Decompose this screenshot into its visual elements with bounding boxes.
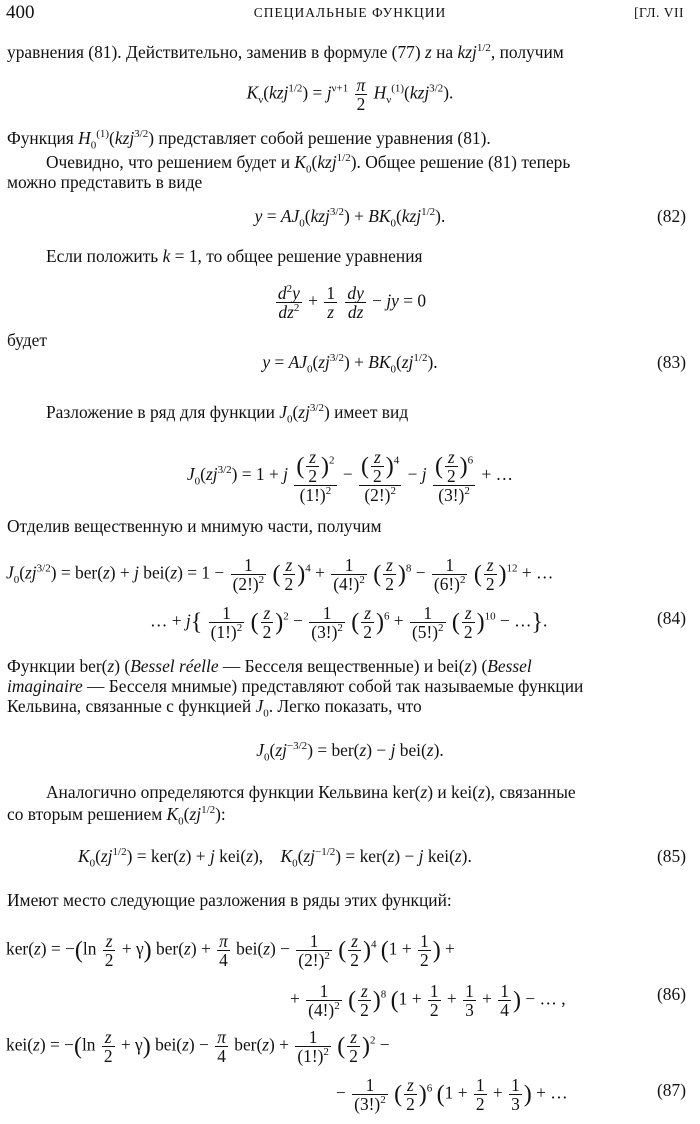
page-number: 400 (6, 2, 35, 23)
paragraph-line: Функция $H_0^{(1)}(kzj^{3/2})$ представляет собой решение уравнения (81). (7, 128, 491, 152)
equation-87-line-1: kei(z) = −(ln $\frac{z}{2}$ + γ) bei(z) − $\frac{\pi}{4}$ ber(z) + $\frac{1}{(1!)^2}$ ( $\frac{z}{2}$ )$^2$ − (6, 1027, 390, 1066)
equation-87-line-2: − $\frac{1}{(3!)^2}$ ( $\frac{z}{2}$ )$^6$ (1 + $\frac{1}{2}$ + $\frac{1}{3}$ ) + … (336, 1075, 568, 1114)
paragraph-line: imaginaire — Бесселя мнимые) представляют собой так называемые функции (7, 676, 584, 696)
paragraph-line: Имеют место следующие разложения в ряды этих функций: (7, 890, 452, 910)
equation-number: (82) (657, 206, 686, 226)
paragraph-line: будет (7, 330, 47, 350)
equation-82: $y = AJ_0(kzj^{3/2}) + BK_0(kzj^{1/2})$. (254, 206, 446, 230)
paragraph-line: Разложение в ряд для функции $J_0(zj^{3/2})$ имеет вид (46, 402, 409, 426)
paragraph-line: Отделив вещественную и мнимую части, получим (7, 516, 382, 536)
paragraph-line: Кельвина, связанные с функцией $J_0$. Легко показать, что (7, 696, 422, 720)
paragraph-line: уравнения (81). Действительно, заменив в формуле (77) z на kzj$^{1/2}$, получим (7, 42, 564, 62)
chapter-label: [ГЛ. VII (634, 5, 684, 20)
equation-number: (85) (657, 846, 686, 866)
formula-j0-series: $J_0(zj^{3/2}) = 1 + j$ ( $\frac{z}{2}$ )$^2$ $(1!)^2$ − ( $\frac{z}{2}$ )$^4$ $(2!)^2$ − j ( $\frac{z}{2}$ )$^6$ $(3!)^2$ + … (186, 447, 514, 505)
equation-83: $y = AJ_0(zj^{3/2}) + BK_0(zj^{1/2})$. (262, 352, 438, 376)
equation-86-line-1: ker(z) = −(ln $\frac{z}{2}$ + γ) ber(z) + $\frac{\pi}{4}$ bei(z) − $\frac{1}{(2!)^2}$ ( $\frac{z}{2}$ )$^4$ (1 + $\frac{1}{2}$ ) + (6, 931, 455, 970)
equation-84-line-1: $J_0(zj^{3/2}) = ber(z) + j$ bei(z) = 1 − $\frac{1}{(2!)^2}$ ( $\frac{z}{2}$ )$^4$ + $\frac{1}{(4!)^2}$ ( $\frac{z}{2}$ )$^8$ − $\frac{1}{(6!)^2}$ ( $\frac{z}{2}$ )$^{12}$ + … (6, 555, 554, 594)
running-title: СПЕЦИАЛЬНЫЕ ФУНКЦИИ (253, 5, 447, 20)
paragraph-line: можно представить в виде (7, 172, 203, 192)
equation-86-line-2: + $\frac{1}{(4!)^2}$ ( $\frac{z}{2}$ )$^8$ (1 + $\frac{1}{2}$ + $\frac{1}{3}$ + $\frac{1}{4}$ ) − … , (290, 981, 566, 1020)
formula-k-nu: $K_\nu(kzj^{1/2}) = j^{\nu+1}$ $\frac{\pi}{2}$ $H_\nu^{(1)}(kzj^{3/2})$. (246, 75, 454, 114)
paragraph-line: Функции ber(z) (Bessel réelle — Бесселя вещественные) и bei(z) (Bessel (7, 656, 532, 676)
running-header (0, 0, 690, 26)
equation-number: (87) (657, 1080, 686, 1100)
paragraph-line: Аналогично определяются функции Кельвина ker(z) и kei(z), связанные (46, 782, 576, 802)
equation-number: (83) (657, 352, 686, 372)
paragraph-line: Если положить k = 1, то общее решение уравнения (46, 246, 423, 266)
equation-84-line-2: … + j{ $\frac{1}{(1!)^2}$ ( $\frac{z}{2}$ )$^2$ − $\frac{1}{(3!)^2}$ ( $\frac{z}{2}$ )$^6$ + $\frac{1}{(5!)^2}$ ( $\frac{z}{2}$ )$^{10}$ − …}. (150, 603, 548, 642)
equation-number: (86) (657, 984, 686, 1004)
paragraph-line: со вторым решением $K_0(zj^{1/2})$: (7, 804, 226, 828)
formula-j0-conjugate: $J_0(zj^{-3/2}) = ber(z) - j$ bei(z). (256, 740, 444, 764)
differential-equation: $\frac{d^2y}{dz^2}$ + $\frac{1}{z}$ $\frac{dy}{dz}$ − jy = 0 (277, 283, 427, 322)
equation-85: $K_0(zj^{1/2}) = ker(z) + j$ kei(z), $K_0(zj^{-1/2}) = ker(z) - j$ kei(z). (78, 846, 472, 870)
paragraph-line: Очевидно, что решением будет и $K_0(kzj^{1/2})$. Общее решение (81) теперь (46, 152, 571, 176)
equation-number: (84) (657, 608, 686, 628)
